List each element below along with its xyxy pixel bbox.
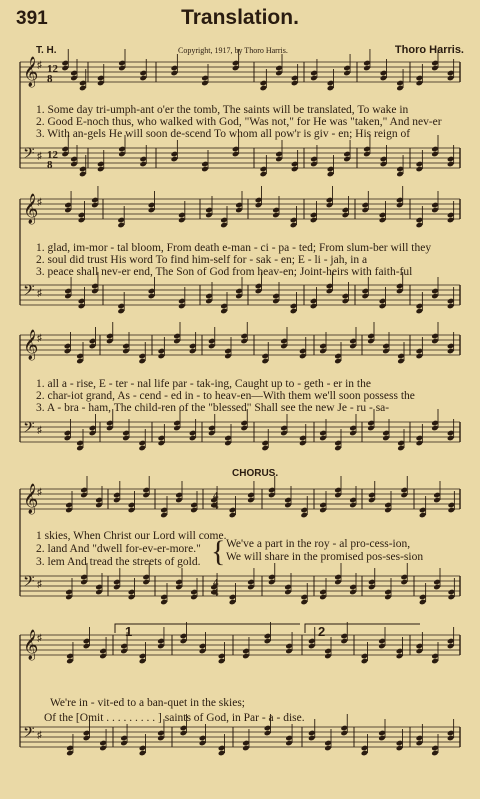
chorus-time-signature-top: 4 [213, 577, 219, 589]
time-signature-top: 12 [47, 149, 58, 161]
sharp-icon: ♯ [37, 579, 42, 590]
chorus-label: CHORUS. [232, 468, 279, 479]
lyric-line: 1. all a - rise, E - ter - nal life par - tak-ing, Caught up to - geth - er in the [36, 378, 371, 390]
treble-clef-icon: 𝄞 [23, 57, 39, 87]
lyric-line: 1. Some day tri-umph-ant o'er the tomb, The saints will be translated, To wake in [36, 104, 409, 116]
sharp-icon: ♯ [37, 151, 42, 162]
lyric-line: 2. Good E-noch thus, who walked with God, "Was not," for He was "taken," And nev-er [36, 116, 442, 128]
treble-clef-icon: 𝄞 [23, 630, 39, 660]
lyric-line: We're in - vit-ed to a ban-quet in the skies; [50, 697, 245, 709]
bass-clef-icon: 𝄢 [23, 724, 35, 745]
lyric-line: 2. land And "dwell for-ev-er-more." [36, 543, 201, 555]
lyric-line: 2. char-iot grand, As - cend - ed in - to heav-en—With them we'll soon possess the [36, 390, 415, 402]
sharp-icon: ♯ [37, 730, 42, 741]
lyric-line: 3. A - bra - ham, The child-ren of the "blessed" Shall see the new Je - ru - sa- [36, 402, 390, 414]
bass-clef-icon: 𝄢 [23, 573, 35, 594]
copyright-notice: Copyright, 1917, by Thoro Harris. [178, 46, 288, 55]
sharp-icon: ♯ [37, 425, 42, 436]
hymn-title: Translation. [181, 6, 299, 29]
lyric-brace: { [211, 535, 226, 568]
lyric-line: 2. soul did trust His word To find him-self for - sak - en; E - li - jah, in a [36, 254, 368, 266]
bass-clef-icon: 𝄢 [23, 282, 35, 303]
sharp-icon: ♯ [37, 333, 42, 344]
chorus-time-signature-bottom: 4 [213, 587, 219, 599]
lyric-line: 3. lem And tread the streets of gold. [36, 556, 201, 568]
ending-bracket [115, 624, 300, 633]
ending-number: 2 [318, 624, 326, 639]
composer-name: Thoro Harris. [394, 44, 464, 56]
bass-clef-icon: 𝄢 [23, 145, 35, 166]
lyric-line: 3. peace shall nev-er end, The Son of God from heav-en; Joint-heirs with faith-ful [36, 266, 413, 278]
sharp-icon: ♯ [37, 60, 42, 71]
time-signature-top: 12 [47, 63, 58, 75]
chorus-time-signature-top: 4 [213, 490, 219, 502]
time-signature-bottom: 8 [47, 159, 53, 171]
time-signature-bottom: 8 [47, 73, 53, 85]
author-initials: T. H. [36, 45, 57, 56]
lyric-line: 1 skies, When Christ our Lord will come. [36, 530, 227, 542]
treble-clef-icon: 𝄞 [23, 330, 39, 360]
chorus-lyric-line: We've a part in the roy - al pro-cess-ion, [226, 538, 411, 550]
lyric-line: 3. With an-gels He will soon de-scend To whom all pow'r is giv - en; His reign of [36, 128, 411, 140]
treble-clef-icon: 𝄞 [23, 194, 39, 224]
sharp-icon: ♯ [37, 288, 42, 299]
sharp-icon: ♯ [37, 197, 42, 208]
ending-number: 1 [125, 624, 133, 639]
lyric-line: Of the [Omit . . . . . . . . . ] saints of God, in Par - a - dise. [44, 712, 305, 724]
sharp-icon: ♯ [37, 633, 42, 644]
hymn-number: 391 [16, 8, 48, 29]
lyric-line: 1. glad, im-mor - tal bloom, From death e-man - ci - pa - ted; From slum-ber will they [36, 242, 432, 254]
chorus-time-signature-bottom: 4 [213, 500, 219, 512]
treble-clef-icon: 𝄞 [23, 484, 39, 514]
chorus-lyric-line: We will share in the promised pos-ses-sion [226, 551, 424, 563]
bass-clef-icon: 𝄢 [23, 419, 35, 440]
sharp-icon: ♯ [37, 487, 42, 498]
